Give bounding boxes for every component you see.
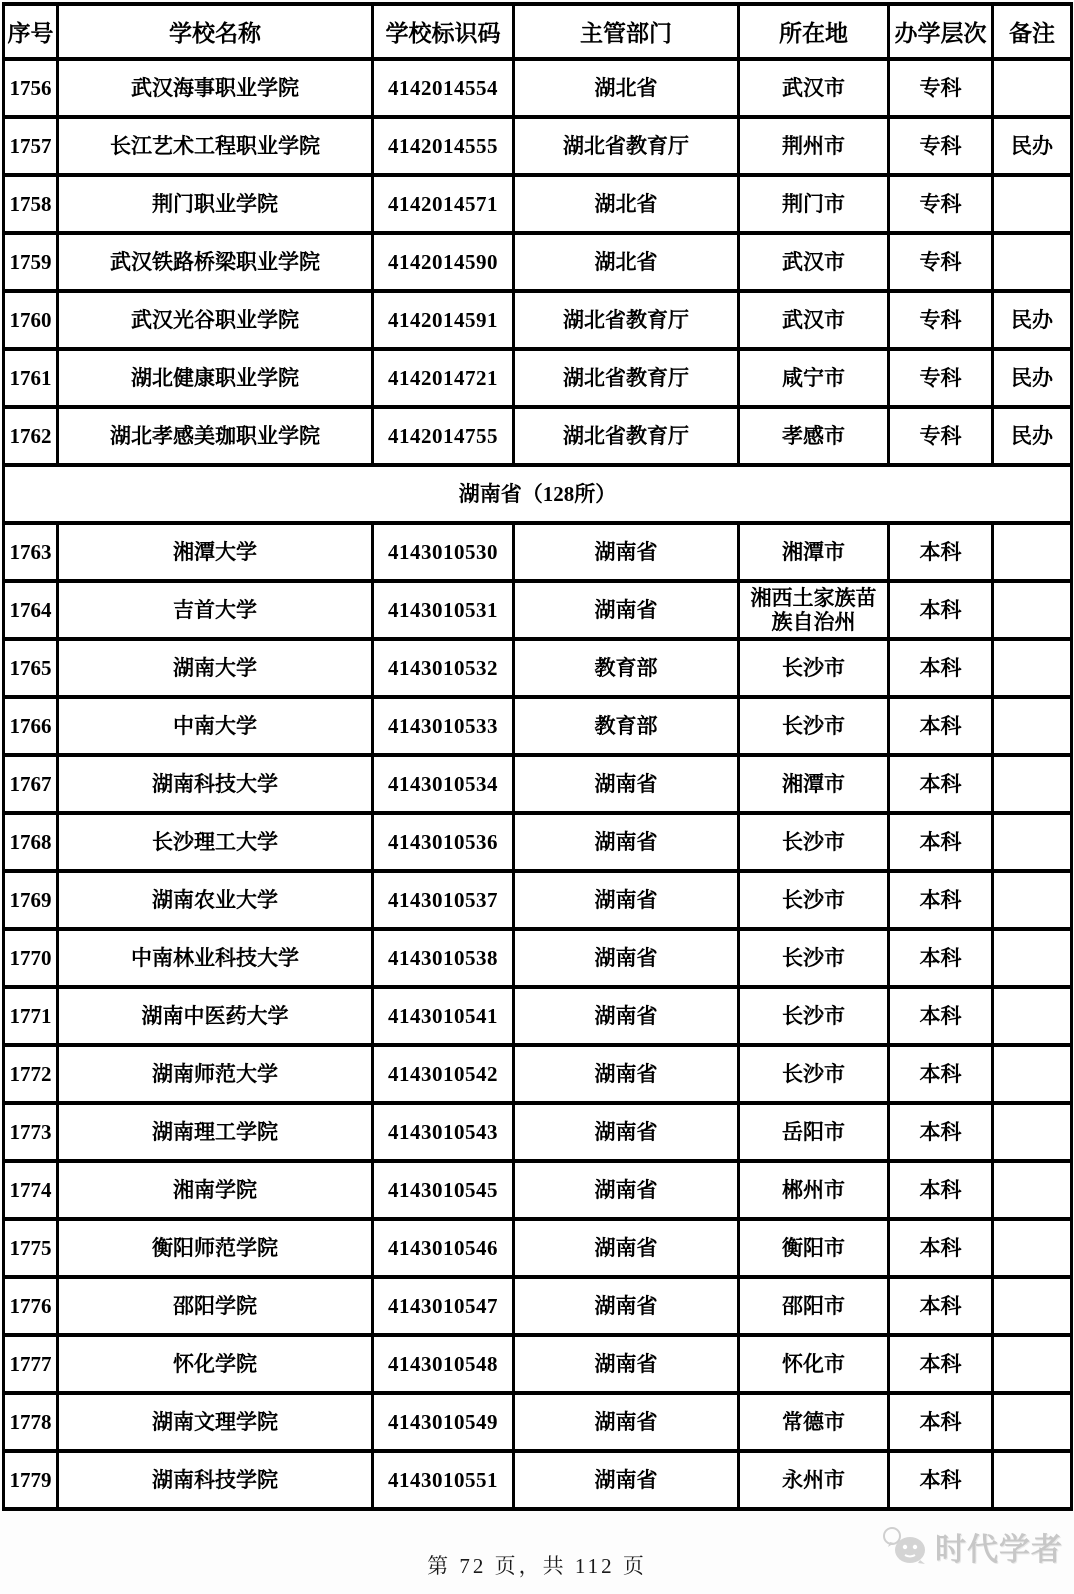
cell-remark (993, 1045, 1072, 1103)
table-row (4, 987, 1072, 1045)
table-row (4, 1277, 1072, 1335)
column-header-remark: 备注 (993, 4, 1072, 59)
cell-school-name: 湖北健康职业学院 (58, 349, 373, 407)
table-row (4, 1335, 1072, 1393)
cell-remark (993, 755, 1072, 813)
cell-school-name: 武汉光谷职业学院 (58, 291, 373, 349)
cell-location: 长沙市 (739, 987, 889, 1045)
cell-school-name: 湖南科技大学 (58, 755, 373, 813)
cell-index: 1763 (4, 523, 58, 581)
cell-location: 长沙市 (739, 639, 889, 697)
cell-school-code: 4143010534 (373, 755, 514, 813)
cell-index: 1774 (4, 1161, 58, 1219)
cell-school-name: 怀化学院 (58, 1335, 373, 1393)
cell-school-name: 湖南理工学院 (58, 1103, 373, 1161)
cell-department: 湖南省 (514, 929, 739, 987)
cell-level: 本科 (889, 755, 993, 813)
cell-index: 1778 (4, 1393, 58, 1451)
cell-school-name: 荆门职业学院 (58, 175, 373, 233)
cell-department: 湖南省 (514, 813, 739, 871)
cell-department: 湖南省 (514, 987, 739, 1045)
section-label: 湖南省（128所） (4, 465, 1072, 523)
cell-school-code: 4142014571 (373, 175, 514, 233)
cell-department: 湖北省教育厅 (514, 291, 739, 349)
cell-location: 湘西土家族苗族自治州 (739, 581, 889, 639)
cell-level: 专科 (889, 59, 993, 117)
cell-school-code: 4143010543 (373, 1103, 514, 1161)
cell-location: 邵阳市 (739, 1277, 889, 1335)
cell-location: 湘潭市 (739, 755, 889, 813)
cell-level: 本科 (889, 1161, 993, 1219)
cell-level: 本科 (889, 987, 993, 1045)
table-row (4, 755, 1072, 813)
watermark-text: 时代学者 (935, 1532, 1063, 1567)
cell-school-name: 湖南大学 (58, 639, 373, 697)
cell-school-code: 4142014554 (373, 59, 514, 117)
cell-level: 本科 (889, 581, 993, 639)
cell-location: 长沙市 (739, 1045, 889, 1103)
cell-index: 1772 (4, 1045, 58, 1103)
cell-department: 湖北省 (514, 59, 739, 117)
table-row (4, 291, 1072, 349)
cell-index: 1758 (4, 175, 58, 233)
cell-school-code: 4142014555 (373, 117, 514, 175)
cell-level: 本科 (889, 1219, 993, 1277)
table-row (4, 407, 1072, 465)
cell-remark (993, 1103, 1072, 1161)
cell-school-name: 中南林业科技大学 (58, 929, 373, 987)
cell-location: 长沙市 (739, 871, 889, 929)
cell-remark (993, 1335, 1072, 1393)
cell-index: 1756 (4, 59, 58, 117)
cell-location: 孝感市 (739, 407, 889, 465)
cell-school-code: 4143010541 (373, 987, 514, 1045)
table-row (4, 1451, 1072, 1509)
cell-remark (993, 1277, 1072, 1335)
cell-level: 专科 (889, 291, 993, 349)
cell-department: 湖南省 (514, 871, 739, 929)
cell-remark (993, 813, 1072, 871)
cell-school-name: 湖南文理学院 (58, 1393, 373, 1451)
cell-location: 荆州市 (739, 117, 889, 175)
cell-level: 专科 (889, 407, 993, 465)
cell-location: 永州市 (739, 1451, 889, 1509)
cell-index: 1767 (4, 755, 58, 813)
cell-school-code: 4143010538 (373, 929, 514, 987)
cell-school-name: 湖南中医药大学 (58, 987, 373, 1045)
cell-remark: 民办 (993, 291, 1072, 349)
table-row (4, 581, 1072, 639)
cell-remark (993, 639, 1072, 697)
universities-table (2, 2, 1073, 1511)
cell-school-code: 4143010545 (373, 1161, 514, 1219)
cell-location: 湘潭市 (739, 523, 889, 581)
table-row (4, 929, 1072, 987)
cell-school-name: 武汉海事职业学院 (58, 59, 373, 117)
cell-school-name: 湖南农业大学 (58, 871, 373, 929)
cell-location: 武汉市 (739, 291, 889, 349)
column-header-school-name: 学校名称 (58, 4, 373, 59)
cell-remark: 民办 (993, 349, 1072, 407)
cell-index: 1759 (4, 233, 58, 291)
table-row (4, 175, 1072, 233)
table-row (4, 1219, 1072, 1277)
cell-department: 湖南省 (514, 755, 739, 813)
cell-remark (993, 1219, 1072, 1277)
cell-remark (993, 871, 1072, 929)
column-header-school-code: 学校标识码 (373, 4, 514, 59)
cell-department: 湖南省 (514, 1161, 739, 1219)
cell-school-name: 长沙理工大学 (58, 813, 373, 871)
table-row (4, 1045, 1072, 1103)
cell-school-code: 4143010531 (373, 581, 514, 639)
cell-school-code: 4142014755 (373, 407, 514, 465)
cell-school-code: 4142014721 (373, 349, 514, 407)
cell-school-name: 长江艺术工程职业学院 (58, 117, 373, 175)
cell-location: 荆门市 (739, 175, 889, 233)
cell-location: 常德市 (739, 1393, 889, 1451)
cell-department: 湖南省 (514, 1277, 739, 1335)
cell-school-name: 湖南科技学院 (58, 1451, 373, 1509)
column-header-level: 办学层次 (889, 4, 993, 59)
table-header-row (4, 4, 1072, 59)
section-header-row (4, 465, 1072, 523)
cell-remark: 民办 (993, 407, 1072, 465)
cell-school-name: 中南大学 (58, 697, 373, 755)
cell-department: 湖北省教育厅 (514, 117, 739, 175)
cell-school-name: 湘南学院 (58, 1161, 373, 1219)
table-row (4, 1393, 1072, 1451)
cell-location: 怀化市 (739, 1335, 889, 1393)
cell-remark (993, 233, 1072, 291)
cell-school-code: 4143010548 (373, 1335, 514, 1393)
table-row (4, 117, 1072, 175)
table-row (4, 523, 1072, 581)
cell-remark (993, 175, 1072, 233)
cell-level: 本科 (889, 1451, 993, 1509)
cell-level: 本科 (889, 1393, 993, 1451)
cell-department: 湖北省教育厅 (514, 349, 739, 407)
cell-level: 本科 (889, 697, 993, 755)
cell-school-code: 4143010542 (373, 1045, 514, 1103)
cell-index: 1768 (4, 813, 58, 871)
cell-index: 1765 (4, 639, 58, 697)
cell-school-code: 4143010549 (373, 1393, 514, 1451)
table-row (4, 1161, 1072, 1219)
cell-index: 1762 (4, 407, 58, 465)
cell-level: 本科 (889, 523, 993, 581)
cell-remark (993, 523, 1072, 581)
cell-school-name: 湘潭大学 (58, 523, 373, 581)
cell-remark (993, 697, 1072, 755)
table-row (4, 59, 1072, 117)
cell-remark (993, 929, 1072, 987)
cell-school-code: 4143010551 (373, 1451, 514, 1509)
cell-department: 湖南省 (514, 1219, 739, 1277)
cell-index: 1761 (4, 349, 58, 407)
cell-department: 教育部 (514, 697, 739, 755)
cell-level: 本科 (889, 871, 993, 929)
cell-school-name: 湖北孝感美珈职业学院 (58, 407, 373, 465)
cell-location: 长沙市 (739, 929, 889, 987)
cell-location: 衡阳市 (739, 1219, 889, 1277)
cell-index: 1775 (4, 1219, 58, 1277)
table-row (4, 697, 1072, 755)
cell-department: 湖南省 (514, 523, 739, 581)
column-header-department: 主管部门 (514, 4, 739, 59)
cell-remark (993, 59, 1072, 117)
cell-location: 长沙市 (739, 813, 889, 871)
cell-school-code: 4142014591 (373, 291, 514, 349)
cell-level: 专科 (889, 349, 993, 407)
cell-level: 本科 (889, 929, 993, 987)
cell-school-code: 4143010537 (373, 871, 514, 929)
cell-index: 1757 (4, 117, 58, 175)
cell-school-name: 武汉铁路桥梁职业学院 (58, 233, 373, 291)
table-row (4, 639, 1072, 697)
table-row (4, 233, 1072, 291)
table-row (4, 349, 1072, 407)
cell-level: 本科 (889, 1045, 993, 1103)
cell-location: 岳阳市 (739, 1103, 889, 1161)
page-footer: 第 72 页，共 112 页 (427, 1554, 647, 1578)
cell-department: 湖南省 (514, 1103, 739, 1161)
cell-department: 湖南省 (514, 581, 739, 639)
cell-school-code: 4143010547 (373, 1277, 514, 1335)
cell-level: 专科 (889, 117, 993, 175)
cell-department: 湖北省 (514, 175, 739, 233)
cell-index: 1777 (4, 1335, 58, 1393)
cell-index: 1769 (4, 871, 58, 929)
cell-school-code: 4143010546 (373, 1219, 514, 1277)
cell-index: 1764 (4, 581, 58, 639)
cell-remark (993, 1451, 1072, 1509)
cell-index: 1771 (4, 987, 58, 1045)
cell-remark: 民办 (993, 117, 1072, 175)
cell-level: 本科 (889, 1277, 993, 1335)
cell-department: 湖南省 (514, 1451, 739, 1509)
cell-department: 湖北省 (514, 233, 739, 291)
cell-school-name: 邵阳学院 (58, 1277, 373, 1335)
cell-department: 湖南省 (514, 1393, 739, 1451)
cell-level: 本科 (889, 813, 993, 871)
cell-school-code: 4143010530 (373, 523, 514, 581)
cell-level: 本科 (889, 639, 993, 697)
cell-index: 1760 (4, 291, 58, 349)
cell-level: 本科 (889, 1335, 993, 1393)
cell-index: 1776 (4, 1277, 58, 1335)
cell-school-code: 4143010532 (373, 639, 514, 697)
cell-department: 湖南省 (514, 1045, 739, 1103)
cell-school-code: 4142014590 (373, 233, 514, 291)
cell-department: 湖南省 (514, 1335, 739, 1393)
table-row (4, 1103, 1072, 1161)
cell-location: 武汉市 (739, 59, 889, 117)
cell-index: 1766 (4, 697, 58, 755)
column-header-location: 所在地 (739, 4, 889, 59)
cell-level: 本科 (889, 1103, 993, 1161)
cell-location: 长沙市 (739, 697, 889, 755)
table-header (4, 4, 1072, 59)
cell-school-name: 湖南师范大学 (58, 1045, 373, 1103)
cell-remark (993, 987, 1072, 1045)
cell-location: 武汉市 (739, 233, 889, 291)
column-header-index: 序号 (4, 4, 58, 59)
cell-school-code: 4143010533 (373, 697, 514, 755)
table-row (4, 813, 1072, 871)
cell-index: 1779 (4, 1451, 58, 1509)
cell-remark (993, 1161, 1072, 1219)
cell-level: 专科 (889, 233, 993, 291)
cell-school-name: 衡阳师范学院 (58, 1219, 373, 1277)
cell-index: 1773 (4, 1103, 58, 1161)
cell-department: 教育部 (514, 639, 739, 697)
cell-school-code: 4143010536 (373, 813, 514, 871)
cell-index: 1770 (4, 929, 58, 987)
table-row (4, 871, 1072, 929)
cell-level: 专科 (889, 175, 993, 233)
cell-location: 郴州市 (739, 1161, 889, 1219)
cell-location: 咸宁市 (739, 349, 889, 407)
cell-remark (993, 581, 1072, 639)
table-body (4, 59, 1072, 1509)
cell-school-name: 吉首大学 (58, 581, 373, 639)
cell-department: 湖北省教育厅 (514, 407, 739, 465)
cell-remark (993, 1393, 1072, 1451)
